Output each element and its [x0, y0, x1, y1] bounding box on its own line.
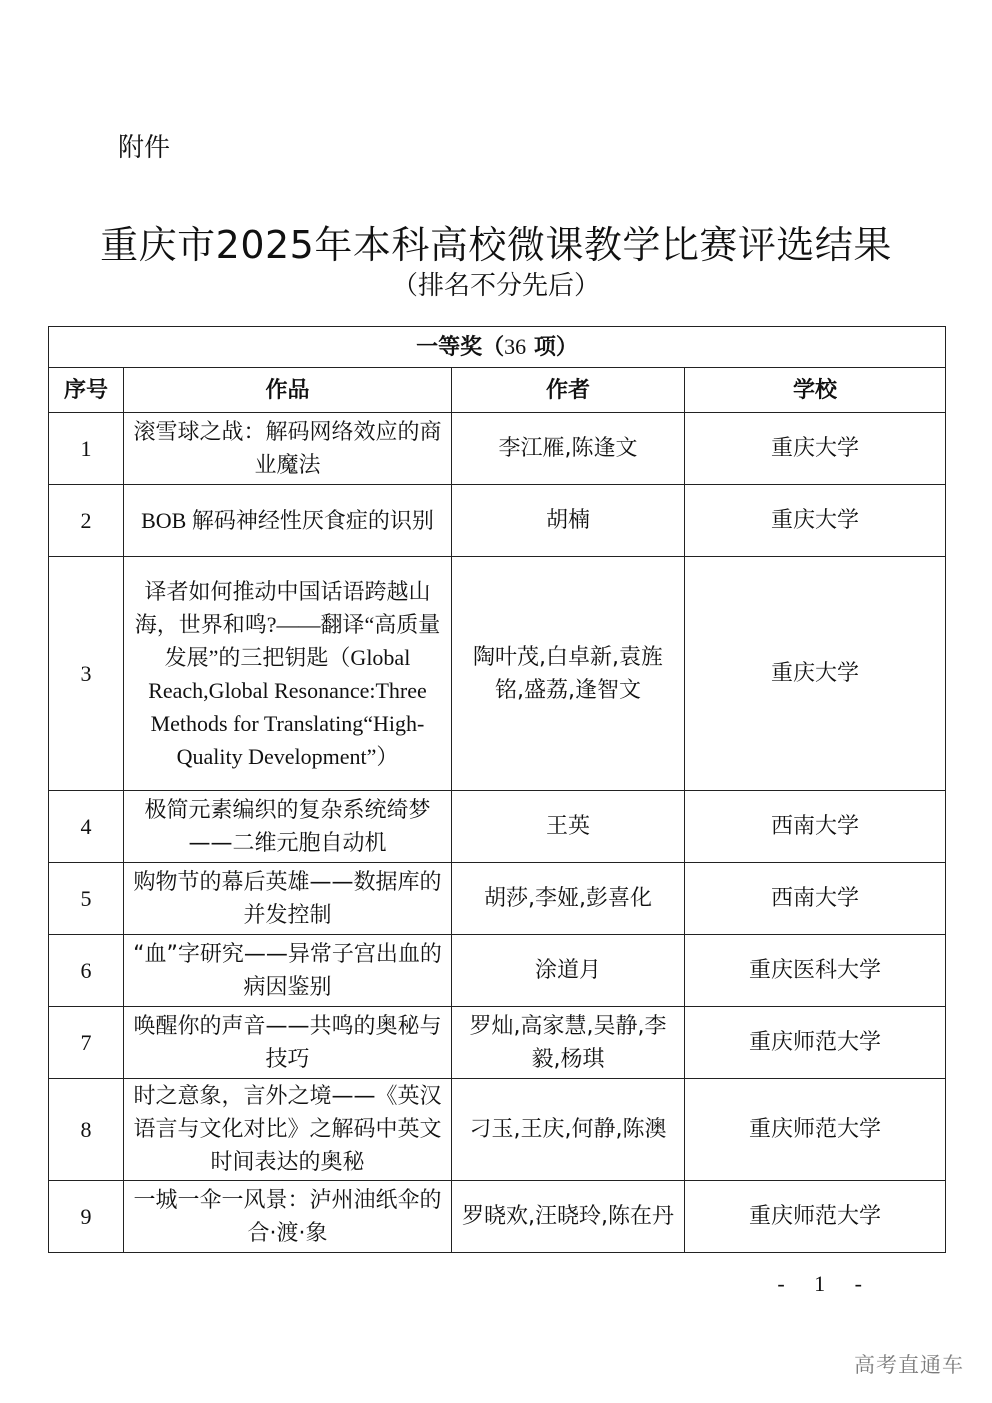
row-seq: 6 [49, 935, 124, 1007]
column-header-work: 作品 [124, 368, 452, 413]
award-header-row [49, 327, 946, 368]
column-header-row [49, 368, 946, 413]
table-row [49, 1007, 946, 1079]
award-title-suffix: 项） [526, 335, 578, 360]
table-row [49, 557, 946, 791]
row-school: 重庆大学 [685, 485, 946, 557]
award-title-prefix: 一等奖（ [416, 335, 505, 360]
row-school: 西南大学 [685, 863, 946, 935]
row-authors: 胡楠 [452, 485, 685, 557]
column-header-seq: 序号 [49, 368, 124, 413]
row-school: 西南大学 [685, 791, 946, 863]
award-title [49, 327, 946, 368]
row-school: 重庆大学 [685, 413, 946, 485]
row-work: 滚雪球之战：解码网络效应的商业魔法 [124, 413, 452, 485]
column-header-authors: 作者 [452, 368, 685, 413]
row-authors: 刁玉,王庆,何静,陈澳 [452, 1079, 685, 1181]
column-header-school: 学校 [685, 368, 946, 413]
row-work: “血”字研究——异常子宫出血的病因鉴别 [124, 935, 452, 1007]
table-row [49, 1181, 946, 1253]
row-work: BOB 解码神经性厌食症的识别 [124, 485, 452, 557]
row-school: 重庆医科大学 [685, 935, 946, 1007]
row-seq: 2 [49, 485, 124, 557]
table-row [49, 863, 946, 935]
attachment-label: 附件 [118, 133, 171, 163]
row-work: 唤醒你的声音——共鸣的奥秘与技巧 [124, 1007, 452, 1079]
table-row [49, 791, 946, 863]
row-work: 译者如何推动中国话语跨越山海，世界和鸣?——翻译“高质量发展”的三把钥匙（Global Reach,Global Resonance:Three Methods for Translating“High-Quality Development”） [124, 557, 452, 791]
results-table [48, 326, 946, 1253]
row-authors: 胡莎,李娅,彭喜化 [452, 863, 685, 935]
row-seq: 9 [49, 1181, 124, 1253]
row-authors: 罗灿,高家慧,吴静,李毅,杨琪 [452, 1007, 685, 1079]
row-work: 极简元素编织的复杂系统绮梦——二维元胞自动机 [124, 791, 452, 863]
row-work: 时之意象，言外之境——《英汉语言与文化对比》之解码中英文时间表达的奥秘 [124, 1079, 452, 1181]
table-row [49, 935, 946, 1007]
row-seq: 8 [49, 1079, 124, 1181]
row-authors: 陶叶茂,白卓新,袁旌铭,盛荔,逢智文 [452, 557, 685, 791]
row-school: 重庆大学 [685, 557, 946, 791]
row-work: 一城一伞一风景：泸州油纸伞的合·渡·象 [124, 1181, 452, 1253]
watermark-text: 高考直通车 [854, 1353, 964, 1377]
row-school: 重庆师范大学 [685, 1079, 946, 1181]
row-seq: 4 [49, 791, 124, 863]
page-number [0, 1271, 992, 1297]
row-authors: 王英 [452, 791, 685, 863]
row-seq: 5 [49, 863, 124, 935]
table-row [49, 1079, 946, 1181]
row-seq: 3 [49, 557, 124, 791]
row-seq: 7 [49, 1007, 124, 1079]
award-count: 36 [504, 334, 527, 359]
document-subtitle: （排名不分先后） [391, 271, 600, 301]
row-school: 重庆师范大学 [685, 1007, 946, 1079]
page-number-text: - 1 - [777, 1271, 874, 1296]
row-authors: 涂道月 [452, 935, 685, 1007]
document-title: 重庆市2025年本科高校微课教学比赛评选结果 [100, 223, 892, 267]
row-authors: 罗晓欢,汪晓玲,陈在丹 [452, 1181, 685, 1253]
table-row [49, 413, 946, 485]
row-school: 重庆师范大学 [685, 1181, 946, 1253]
table-row [49, 485, 946, 557]
row-work: 购物节的幕后英雄——数据库的并发控制 [124, 863, 452, 935]
row-seq: 1 [49, 413, 124, 485]
row-authors: 李江雁,陈逢文 [452, 413, 685, 485]
